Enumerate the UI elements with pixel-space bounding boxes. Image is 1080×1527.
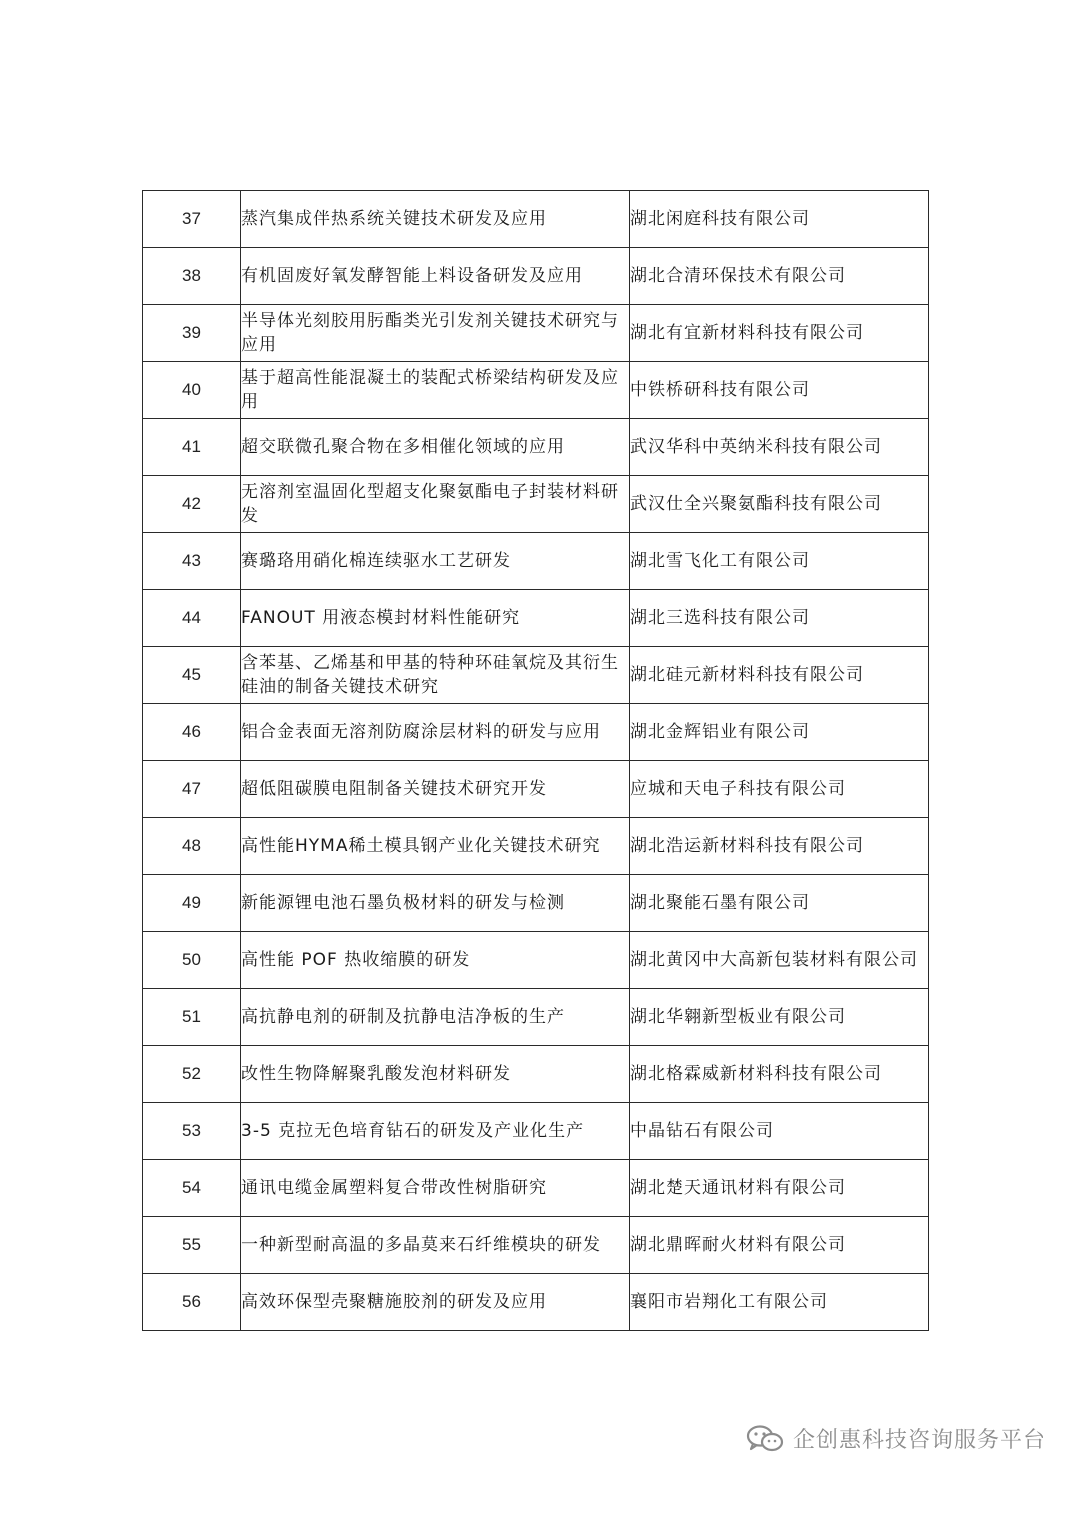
project-title: 含苯基、乙烯基和甲基的特种环硅氧烷及其衍生硅油的制备关键技术研究 [241,647,630,704]
row-number: 43 [143,533,241,590]
table-row [143,1046,929,1103]
project-table [142,190,929,1331]
company-name: 湖北楚天通讯材料有限公司 [630,1160,929,1217]
row-number: 47 [143,761,241,818]
company-name: 湖北鼎晖耐火材料有限公司 [630,1217,929,1274]
company-name: 中铁桥研科技有限公司 [630,362,929,419]
table-row [143,989,929,1046]
row-number: 46 [143,704,241,761]
table-row [143,932,929,989]
wechat-icon [745,1424,785,1454]
company-name: 襄阳市岩翔化工有限公司 [630,1274,929,1331]
row-number: 49 [143,875,241,932]
company-name: 湖北聚能石墨有限公司 [630,875,929,932]
row-number: 45 [143,647,241,704]
project-title: 蒸汽集成伴热系统关键技术研发及应用 [241,191,630,248]
watermark [745,1423,1046,1454]
project-title: 新能源锂电池石墨负极材料的研发与检测 [241,875,630,932]
table-row [143,875,929,932]
row-number: 40 [143,362,241,419]
table-row [143,761,929,818]
project-title: 高抗静电剂的研制及抗静电洁净板的生产 [241,989,630,1046]
company-name: 中晶钻石有限公司 [630,1103,929,1160]
project-title: 超低阻碳膜电阻制备关键技术研究开发 [241,761,630,818]
company-name: 湖北三选科技有限公司 [630,590,929,647]
project-title: 有机固废好氧发酵智能上料设备研发及应用 [241,248,630,305]
project-title: 铝合金表面无溶剂防腐涂层材料的研发与应用 [241,704,630,761]
project-title: 高性能HYMA稀土模具钢产业化关键技术研究 [241,818,630,875]
row-number: 48 [143,818,241,875]
table-row [143,590,929,647]
company-name: 湖北雪飞化工有限公司 [630,533,929,590]
row-number: 51 [143,989,241,1046]
row-number: 38 [143,248,241,305]
project-title: 半导体光刻胶用肟酯类光引发剂关键技术研究与应用 [241,305,630,362]
table-row [143,476,929,533]
company-name: 湖北金辉铝业有限公司 [630,704,929,761]
row-number: 55 [143,1217,241,1274]
table-row [143,533,929,590]
table-row [143,647,929,704]
project-title: 高性能 POF 热收缩膜的研发 [241,932,630,989]
table-row [143,818,929,875]
row-number: 53 [143,1103,241,1160]
company-name: 武汉仕全兴聚氨酯科技有限公司 [630,476,929,533]
table-row [143,1217,929,1274]
table-body [143,191,929,1331]
project-title: 赛璐珞用硝化棉连续驱水工艺研发 [241,533,630,590]
project-title: 超交联微孔聚合物在多相催化领域的应用 [241,419,630,476]
project-title: 3-5 克拉无色培育钻石的研发及产业化生产 [241,1103,630,1160]
row-number: 56 [143,1274,241,1331]
watermark-text: 企创惠科技咨询服务平台 [792,1428,1046,1453]
company-name: 武汉华科中英纳米科技有限公司 [630,419,929,476]
row-number: 39 [143,305,241,362]
company-name: 湖北硅元新材料科技有限公司 [630,647,929,704]
project-title: 无溶剂室温固化型超支化聚氨酯电子封装材料研发 [241,476,630,533]
row-number: 52 [143,1046,241,1103]
row-number: 54 [143,1160,241,1217]
row-number: 50 [143,932,241,989]
row-number: 44 [143,590,241,647]
company-name: 应城和天电子科技有限公司 [630,761,929,818]
row-number: 42 [143,476,241,533]
row-number: 41 [143,419,241,476]
table-row [143,1274,929,1331]
company-name: 湖北黄冈中大高新包装材料有限公司 [630,932,929,989]
table-row [143,704,929,761]
company-name: 湖北格霖威新材料科技有限公司 [630,1046,929,1103]
project-title: 高效环保型壳聚糖施胶剂的研发及应用 [241,1274,630,1331]
company-name: 湖北有宜新材料科技有限公司 [630,305,929,362]
table-row [143,1103,929,1160]
row-number: 37 [143,191,241,248]
project-title: 通讯电缆金属塑料复合带改性树脂研究 [241,1160,630,1217]
project-title: 一种新型耐高温的多晶莫来石纤维模块的研发 [241,1217,630,1274]
table-row [143,362,929,419]
table-row [143,419,929,476]
table-row [143,191,929,248]
table-row [143,248,929,305]
table-row [143,305,929,362]
table-row [143,1160,929,1217]
company-name: 湖北浩运新材料科技有限公司 [630,818,929,875]
project-title: FANOUT 用液态模封材料性能研究 [241,590,630,647]
company-name: 湖北闲庭科技有限公司 [630,191,929,248]
project-title: 改性生物降解聚乳酸发泡材料研发 [241,1046,630,1103]
project-title: 基于超高性能混凝土的装配式桥梁结构研发及应用 [241,362,630,419]
company-name: 湖北合清环保技术有限公司 [630,248,929,305]
company-name: 湖北华翱新型板业有限公司 [630,989,929,1046]
